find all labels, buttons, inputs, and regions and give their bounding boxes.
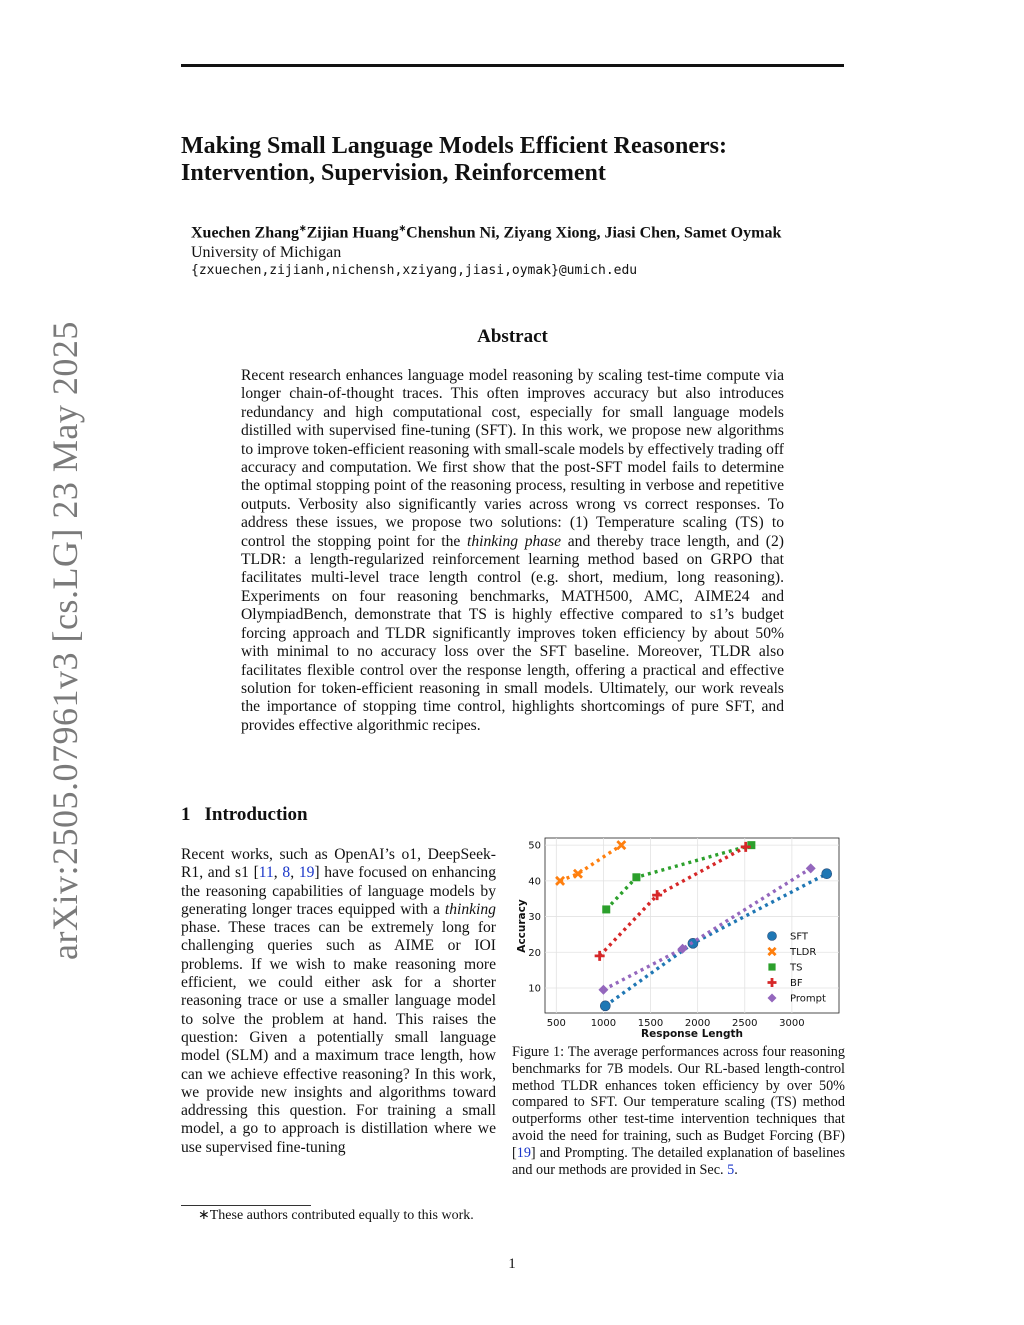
x-tick-label: 3000 [779,1018,805,1029]
abstract-part-1: Recent research enhances language model reasoning by scaling test-time compute via longer chain-of-thought traces. This often improves accuracy but also introduces redundancy and high computational cost, especially for small language models distilled with supervised fine-tuning (SFT). In this work, we propose new algorithms to improve token-efficient reasoning with small-scale models by effectively trading off accuracy and computation. We first show that the post-SFT model fails to determine the optimal stopping point of the reasoning process, resulting in verbose and repetitive outputs. Verbosity also significantly varies across wrong vs correct responses. To address these issues, we propose two solutions: (1) Temperature scaling (TS) to control the stopping point for the [241,367,784,550]
legend-label: BF [790,978,803,989]
title-line-2: Intervention, Supervision, Reinforcement [181,160,606,186]
footnote-rule [181,1205,311,1206]
top-rule [181,64,844,67]
section-link[interactable]: 5 [727,1161,735,1178]
citation-separator: , [290,864,299,882]
y-tick-label: 10 [528,983,541,995]
legend-label: TLDR [790,947,817,958]
paper-title [181,133,861,187]
intro-part-1: Recent works, such as OpenAI’s o1, DeepSeek-R1, and s1 [ [181,846,496,882]
abstract-part-2: and thereby trace length, and (2) TLDR: a length-regularized reinforcement learning method based on GRPO that facilitates multi-level trace length control (e.g. short, medium, long reasoning). Experiments on four reasoning benchmarks, MATH500, AMC, AIME24 and OlympiadBench, demonstrate that TS is highly effective compared to s1’s budget forcing approach and TLDR significantly improves token efficiency by about 50% with minimal to no accuracy loss over the SFT baseline. Moreover, TLDR also facilitates flexible control over the response length, offering a practical and effective solution for token-efficient reasoning in small models. Ultimately, our work reveals the importance of stopping time control, highlights shortcomings of pure SFT, and provides effective algorithmic recipes. [241,532,784,734]
author-1: Xuechen Zhang [191,224,300,242]
author-emails: {zxuechen,zijianh,nichensh,xziyang,jiasi,oymak}@umich.edu [191,263,638,279]
data-point-ts [602,905,610,913]
legend-label: Prompt [790,993,826,1005]
section-heading-introduction [181,804,308,826]
section-title: Introduction [204,804,308,825]
x-tick-label: 1500 [637,1018,664,1029]
intro-emphasis: thinking [444,900,496,918]
figure-caption [512,1044,845,1178]
introduction-text [181,846,496,1157]
citation-separator: , [273,864,283,882]
figure-1 [510,830,850,1044]
author-2: Zijian Huang [306,224,399,242]
other-authors: Chenshun Ni, Ziyang Xiong, Jiasi Chen, Samet Oymak [406,224,782,242]
author-names [191,223,871,242]
y-tick-label: 40 [528,876,541,888]
abstract-emphasis: thinking phase [466,532,562,550]
caption-part-3: . [734,1161,738,1178]
intro-part-2: ] have focused on enhancing the reasoning capabilities of language models by generating longer traces equipped with a [181,864,497,918]
y-tick-label: 30 [528,912,541,924]
x-tick-label: 2500 [732,1018,758,1029]
legend-label: TS [790,962,803,974]
affiliation: University of Michigan [191,244,342,262]
data-point-ts [632,873,640,881]
citation-link[interactable]: 19 [516,1144,531,1161]
author-block [191,223,871,278]
equal-contribution-mark: ∗ [299,223,307,233]
y-axis-ticks [528,841,541,995]
y-tick-label: 20 [528,947,541,959]
citation-link[interactable]: 11 [258,864,274,882]
data-point-sft [822,869,832,879]
caption-part-2: ] and Prompting. The detailed explanation of baselines and our methods are provided in Sec. [512,1144,845,1178]
abstract-text [241,367,784,735]
equal-contribution-mark: ∗ [398,223,407,233]
caption-part-1: Figure 1: The average performances across four reasoning benchmarks for 7B models. Our RL-based length-control method TLDR enhances token efficiency by over 50% compared to SFT. Our temperature scaling (TS) method outperforms other test-time intervention techniques that avoid the need for training, such as Budget Forcing (BF) [ [512,1044,845,1161]
citation-link[interactable]: 19 [298,864,315,882]
x-tick-label: 2000 [684,1018,711,1029]
legend-label: SFT [790,931,809,943]
arxiv-identifier: arXiv:2505.07961v3 [cs.LG] 23 May 2025 [45,321,85,960]
page-number: 1 [508,1256,516,1272]
accuracy-vs-length-chart [510,830,850,1044]
x-tick-label: 500 [546,1018,566,1029]
title-line-1: Making Small Language Models Efficient Reasoners: [181,133,727,159]
legend-marker-ts [768,963,775,970]
y-axis-label: Accuracy [516,899,528,953]
legend-marker-sft [768,932,777,941]
section-number: 1 [181,804,191,825]
x-tick-label: 1000 [590,1018,617,1029]
citation-link[interactable]: 8 [282,864,291,882]
abstract-heading: Abstract [477,326,548,347]
x-axis-label: Response Length [641,1028,743,1040]
footnote: ∗These authors contributed equally to this work. [198,1208,474,1223]
y-tick-label: 50 [528,840,541,852]
data-point-sft [600,1001,610,1011]
intro-part-3: phase. These traces can be extremely long for challenging queries such as AIME or IOI problems. If we wish to make reasoning more efficient, we could either ask for a shorter reasoning trace or use a smaller language model to solve the problem at hand. This raises the question: Given a potentially small language model (SLM) and a maximum trace length, how can we achieve effective reasoning? In this work, we provide new insights and algorithms toward addressing this question. For training a small model, a go to approach is distillation where we use supervised fine-tuning [181,919,496,1156]
